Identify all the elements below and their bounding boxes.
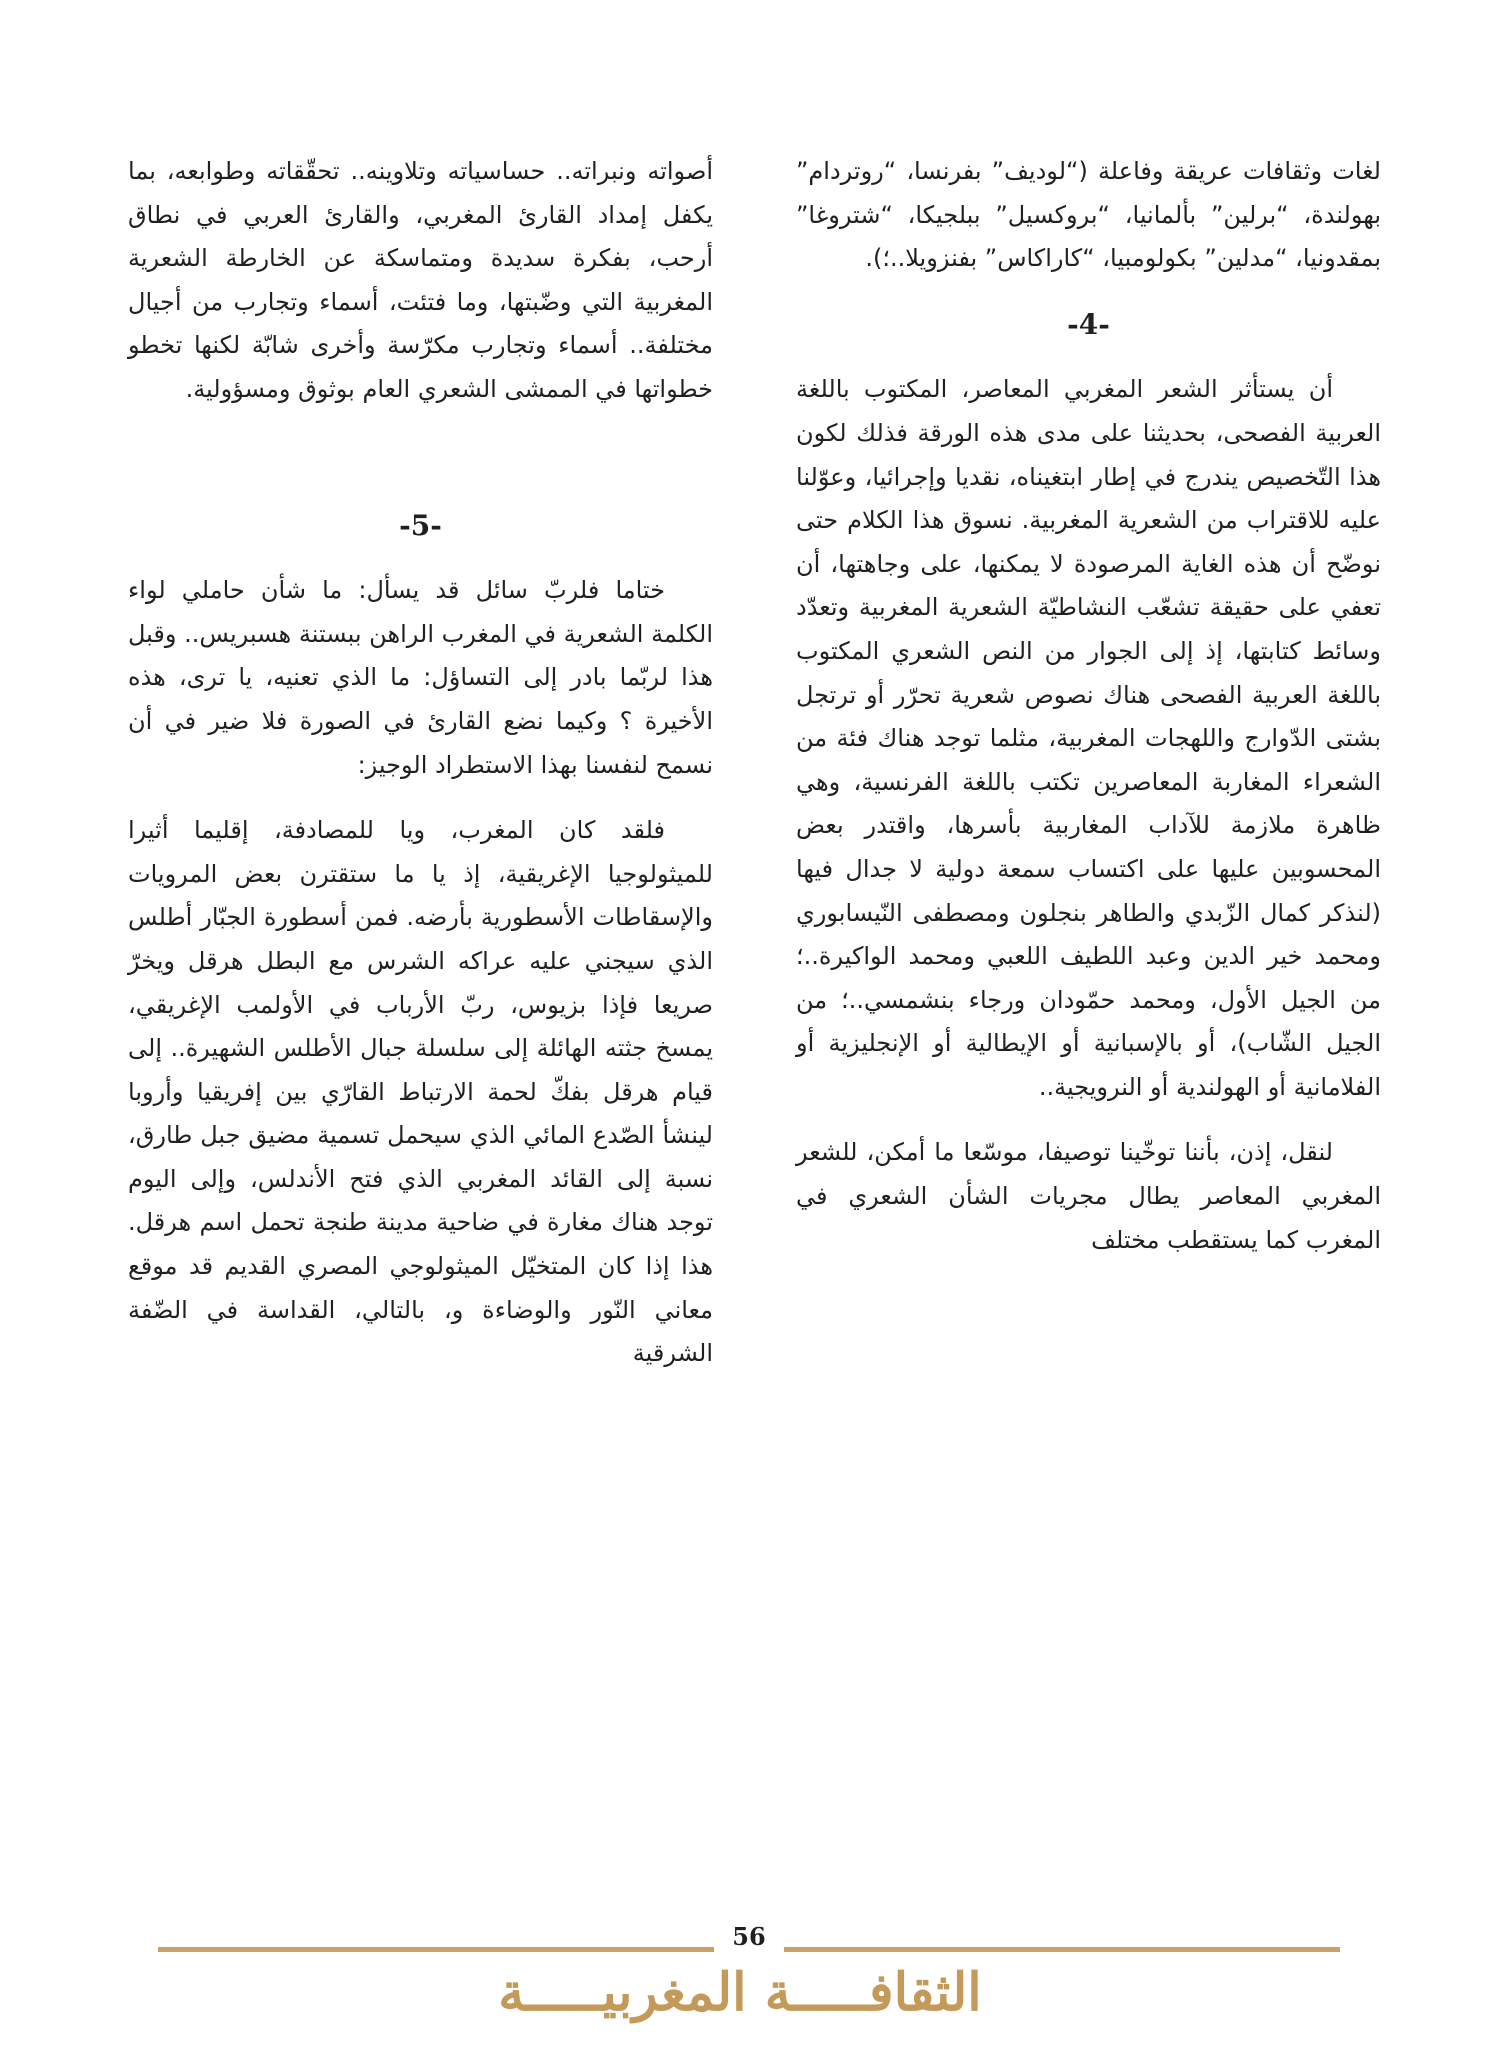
paragraph: لنقل، إذن، بأننا توخّينا توصيفا، موسّعا ما أمكن، للشعر المغربي المعاصر يطال مجريات الشأن الشعري في المغرب كما يستقطب مختلف bbox=[796, 1138, 1381, 1254]
footer-rule-right bbox=[784, 1947, 1340, 1952]
section-heading: -4- bbox=[1067, 307, 1110, 341]
paragraph: لغات وثقافات عريقة وفاعلة (“لوديف” بفرنسا، “روتردام” بهولندة، “برلين” بألمانيا، “بروكسيل” ببلجيكا، “شتروغا” بمقدونيا، “مدلين” بكولومبيا، “كاراكاس” بفنزويلا..؛). bbox=[796, 157, 1381, 273]
paragraph: فلقد كان المغرب، ويا للمصادفة، إقليما أثيرا للميثولوجيا الإغريقية، إذ يا ما ستقترن بعض المرويات والإسقاطات الأسطورية بأرضه. فمن أسطورة الجبّار أطلس الذي سيجني عليه عراكه الشرس مع البطل هرقل ويخرّ صريعا فإذا بزيوس، ربّ الأرباب في الأولمب الإغريقي، يمسخ جثته الهائلة إلى سلسلة جبال الأطلس الشهيرة.. إلى قيام هرقل بفكّ لحمة الارتباط القارّي بين إفريقيا وأروبا لينشأ الصّدع المائي الذي سيحمل تسمية مضيق جبل طارق، نسبة إلى القائد المغربي الذي فتح الأندلس، وإلى اليوم توجد هناك مغارة في ضاحية مدينة طنجة تحمل اسم هرقل. هذا إذا كان المتخيّل الميثولوجي المصري القديم قد موقع معاني النّور والوضاءة و، بالتالي، القداسة في الضّفة الشرقية bbox=[128, 816, 713, 1368]
left-column bbox=[128, 150, 713, 1376]
magazine-title: الثقافـــــة المغربيـــــة bbox=[498, 1962, 982, 2023]
section-heading: -5- bbox=[399, 508, 442, 542]
paragraph: أصواته ونبراته.. حساسياته وتلاوينه.. تحقّقاته وطوابعه، بما يكفل إمداد القارئ المغربي، والقارئ العربي في نطاق أرحب، بفكرة سديدة ومتماسكة عن الخارطة الشعرية المغربية التي وضّبتها، وما فتئت، أسماء وتجارب من أجيال مختلفة.. أسماء وتجارب مكرّسة وأخرى شابّة لكنها تخطو خطواتها في الممشى الشعري العام بوثوق ومسؤولية. bbox=[128, 157, 713, 403]
right-column bbox=[796, 150, 1381, 1262]
paragraph: أن يستأثر الشعر المغربي المعاصر، المكتوب باللغة العربية الفصحى، بحديثنا على مدى هذه الورقة فذلك لكون هذا التّخصيص يندرج في إطار ابتغيناه، نقديا وإجرائيا، وعوّلنا عليه للاقتراب من الشعرية المغربية. نسوق هذا الكلام حتى نوضّح أن هذه الغاية المرصودة لا يمكنها، على وجاهتها، أن تعفي على حقيقة تشعّب النشاطيّة الشعرية المغربية وتعدّد وسائط كتابتها، إذ إلى الجوار من النص الشعري المكتوب باللغة العربية الفصحى هناك نصوص شعرية تحرّر أو ترتجل بشتى الدّوارج واللهجات المغربية، مثلما توجد هناك فئة من الشعراء المغاربة المعاصرين تكتب باللغة الفرنسية، وهي ظاهرة ملازمة للآداب المغاربية بأسرها، واقتدر بعض المحسوبين عليها على اكتساب سمعة دولية لا جدال فيها (لنذكر كمال الزّبدي والطاهر بنجلون ومصطفى النّيسابوري ومحمد خير الدين وعبد اللطيف اللعبي ومحمد الواكيرة..؛ من الجيل الأول، ومحمد حمّودان ورجاء بنشمسي..؛ من الجيل الشّاب)، أو بالإسبانية أو الإيطالية أو الإنجليزية أو الفلامانية أو الهولندية أو النرويجية.. bbox=[796, 375, 1381, 1101]
paragraph: ختاما فلربّ سائل قد يسأل: ما شأن حاملي لواء الكلمة الشعرية في المغرب الراهن ببستنة هسبريس.. وقبل هذا لربّما بادر إلى التساؤل: ما الذي تعنيه، يا ترى، هذه الأخيرة ؟ وكيما نضع القارئ في الصورة فلا ضير في أن نسمح لنفسنا بهذا الاستطراد الوجيز: bbox=[128, 576, 713, 779]
page-number: 56 bbox=[732, 1922, 766, 1951]
footer-rule-left bbox=[158, 1947, 714, 1952]
